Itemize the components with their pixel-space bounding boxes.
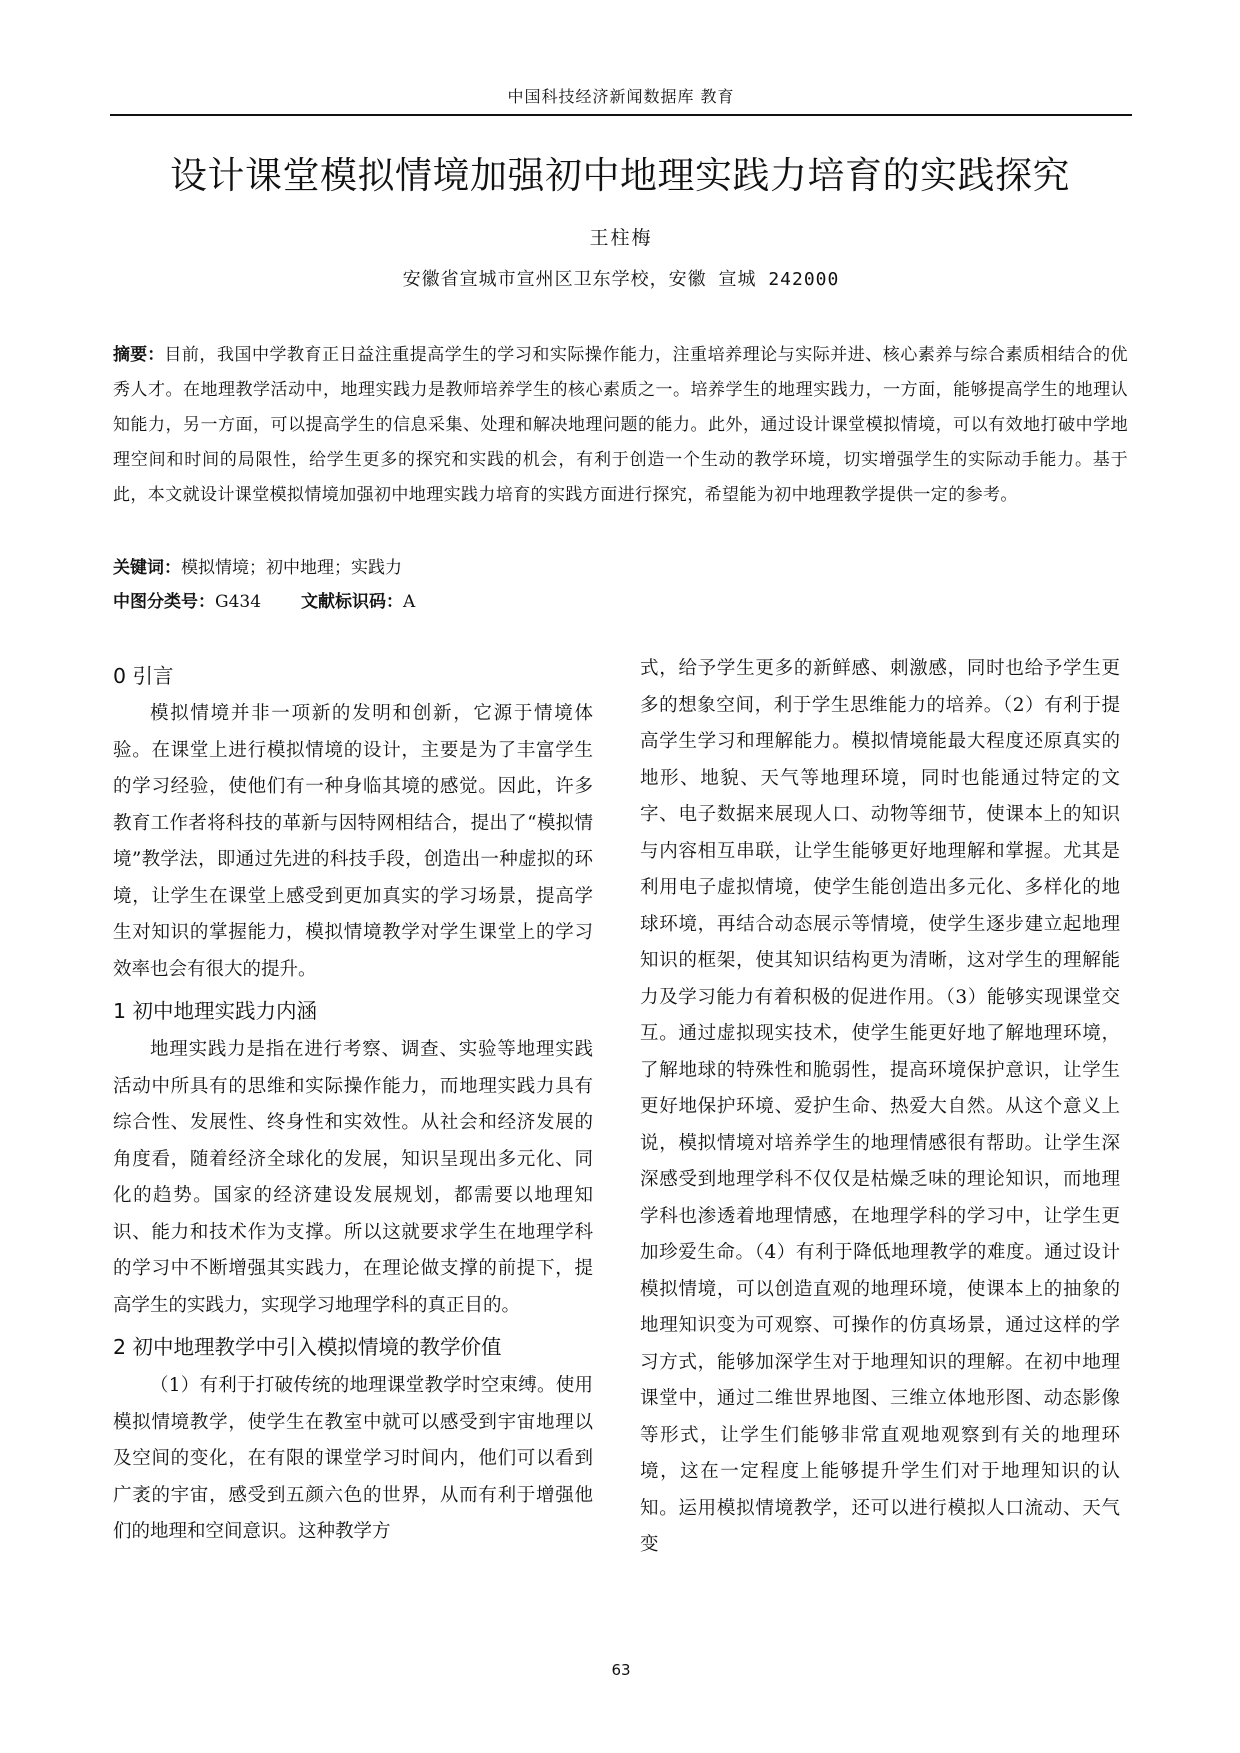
section-1-heading: 1 初中地理实践力内涵 bbox=[113, 999, 318, 1023]
doc-code-value: A bbox=[403, 592, 416, 612]
abstract-label: 摘要： bbox=[113, 345, 165, 365]
classification-line bbox=[113, 587, 1128, 617]
clc-value: G434 bbox=[215, 592, 262, 612]
author-name: 王柱梅 bbox=[589, 227, 653, 249]
running-header: 中国科技经济新闻数据库 教育 bbox=[507, 87, 735, 106]
keywords bbox=[113, 553, 1128, 583]
clc-label: 中图分类号： bbox=[113, 592, 215, 612]
keywords-label: 关键词： bbox=[113, 558, 181, 578]
keywords-text: 模拟情境；初中地理；实践力 bbox=[181, 558, 402, 578]
article-title: 设计课堂模拟情境加强初中地理实践力培育的实践探究 bbox=[170, 154, 1070, 197]
abstract bbox=[113, 338, 1128, 513]
section-0-heading: 0 引言 bbox=[113, 664, 174, 688]
page-number: 63 bbox=[611, 1661, 631, 1679]
section-2-paragraph: （1）有利于打破传统的地理课堂教学时空束缚。使用模拟情境教学，使学生在教室中就可以感受到宇宙地理以及空间的变化，在有限的课堂学习时间内，他们可以看到广袤的宇宙，感受到五颜六色的世界，从而有利于增强他们的地理和空间意识。这种教学方 bbox=[113, 1375, 593, 1542]
section-0-paragraph: 模拟情境并非一项新的发明和创新，它源于情境体验。在课堂上进行模拟情境的设计，主要是为了丰富学生的学习经验，使他们有一种身临其境的感觉。因此，许多教育工作者将科技的革新与因特网相结合，提出了“模拟情境”教学法，即通过先进的科技手段，创造出一种虚拟的环境，让学生在课堂上感受到更加真实的学习场景，提高学生对知识的掌握能力，模拟情境教学对学生课堂上的学习效率也会有很大的提升。 bbox=[113, 703, 593, 980]
section-2-paragraph-continued: 式，给予学生更多的新鲜感、刺激感，同时也给予学生更多的想象空间，利于学生思维能力的培养。（2）有利于提高学生学习和理解能力。模拟情境能最大程度还原真实的地形、地貌、天气等地理环境，同时也能通过特定的文字、电子数据来展现人口、动物等细节，使课本上的知识与内容相互串联，让学生能够更好地理解和掌握。尤其是利用电子虚拟情境，使学生能创造出多元化、多样化的地球环境，再结合动态展示等情境，使学生逐步建立起地理知识的框架，使其知识结构更为清晰，这对学生的理解能力及学习能力有着积极的促进作用。（3）能够实现课堂交互。通过虚拟现实技术，使学生能更好地了解地理环境，了解地球的特殊性和脆弱性，提高环境保护意识，让学生更好地保护环境、爱护生命、热爱大自然。从这个意义上说，模拟情境对培养学生的地理情感很有帮助。让学生深深感受到地理学科不仅仅是枯燥乏味的理论知识，而地理学科也渗透着地理情感，在地理学科的学习中，让学生更加珍爱生命。（4）有利于降低地理教学的难度。通过设计模拟情境，可以创造直观的地理环境，使课本上的抽象的地理知识变为可观察、可操作的仿真场景，通过这样的学习方式，能够加深学生对于地理知识的理解。在初中地理课堂中，通过二维世界地图、三维立体地形图、动态影像等形式，让学生们能够非常直观地观察到有关的地理环境，这在一定程度上能够提升学生们对于地理知识的认知。运用模拟情境教学，还可以进行模拟人口流动、天气变 bbox=[640, 658, 1120, 1555]
author-affiliation: 安徽省宣城市宣州区卫东学校，安徽 宣城 242000 bbox=[402, 269, 840, 290]
section-2-heading: 2 初中地理教学中引入模拟情境的教学价值 bbox=[113, 1335, 502, 1359]
doc-code-label: 文献标识码： bbox=[301, 592, 404, 612]
right-column bbox=[640, 651, 1120, 1564]
section-1-paragraph: 地理实践力是指在进行考察、调查、实验等地理实践活动中所具有的思维和实际操作能力，而地理实践力具有综合性、发展性、终身性和实效性。从社会和经济发展的角度看，随着经济全球化的发展，知识呈现出多元化、同化的趋势。国家的经济建设发展规划，都需要以地理知识、能力和技术作为支撑。所以这就要求学生在地理学科的学习中不断增强其实践力，在理论做支撑的前提下，提高学生的实践力，实现学习地理学科的真正目的。 bbox=[113, 1039, 593, 1316]
abstract-text: 目前，我国中学教育正日益注重提高学生的学习和实际操作能力，注重培养理论与实际并进、核心素养与综合素质相结合的优秀人才。在地理教学活动中，地理实践力是教师培养学生的核心素质之一。培养学生的地理实践力，一方面，能够提高学生的地理认知能力，另一方面，可以提高学生的信息采集、处理和解决地理问题的能力。此外，通过设计课堂模拟情境，可以有效地打破中学地理空间和时间的局限性，给学生更多的探究和实践的机会，有利于创造一个生动的教学环境，切实增强学生的实际动手能力。基于此，本文就设计课堂模拟情境加强初中地理实践力培育的实践方面进行探究，希望能为初中地理教学提供一定的参考。 bbox=[113, 345, 1129, 505]
header-rule bbox=[110, 114, 1132, 116]
left-column bbox=[113, 656, 593, 1551]
